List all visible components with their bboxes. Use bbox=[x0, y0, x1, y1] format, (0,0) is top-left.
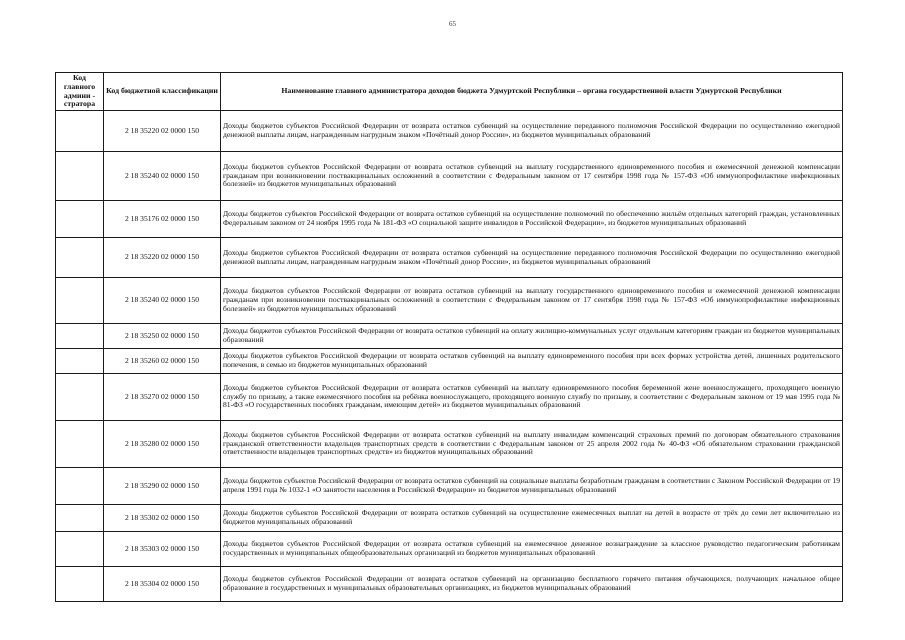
table-row bbox=[56, 238, 843, 278]
budget-code-cell: 2 18 35302 02 0000 150 bbox=[104, 505, 221, 532]
budget-code-cell: 2 18 35303 02 0000 150 bbox=[104, 532, 221, 567]
budget-code-cell: 2 18 35240 02 0000 150 bbox=[104, 278, 221, 324]
admin-code-cell bbox=[56, 238, 104, 278]
budget-code-cell: 2 18 35260 02 0000 150 bbox=[104, 349, 221, 374]
table-row bbox=[56, 201, 843, 238]
revenue-name-cell: Доходы бюджетов субъектов Российской Федерации от возврата остатков субвенций на социальные выплаты безработным гражданам в соответствии с Законом Российской Федерации от 19 апреля 1991 года № 1032-1 «О занятости населения в Российской Федерации» из бюджетов муниципальных образований bbox=[221, 468, 843, 505]
revenue-name-cell: Доходы бюджетов субъектов Российской Федерации от возврата остатков субвенций на выплату единовременного пособия беременной жене военнослужащего, проходящего военную службу по призыву, а также ежемесячного пособия на ребёнка военнослужащего, проходящего военную службу по призыву, в соответствии с Федеральным законом от 19 мая 1995 года № 81-ФЗ «О государственных пособиях гражданам, имеющим детей» из бюджетов муниципальных образований bbox=[221, 374, 843, 421]
revenue-name-cell: Доходы бюджетов субъектов Российской Федерации от возврата остатков субвенций на организацию бесплатного горячего питания обучающихся, получающих начальное общее образование в государственных и муниципальных образовательных организациях, из бюджетов муниципальных образований bbox=[221, 567, 843, 602]
header-budget-code: Код бюджетной классификации bbox=[104, 73, 221, 111]
page-number: 65 bbox=[449, 20, 456, 28]
revenue-name-cell: Доходы бюджетов субъектов Российской Федерации от возврата остатков субвенций на выплату государственного единовременного пособия и ежемесячной денежной компенсации гражданам при возникновении поствакцинальных осложнений в соответствии с Федеральным законом от 17 сентября 1998 года № 157-ФЗ «Об иммунопрофилактике инфекционных болезней» из бюджетов муниципальных образований bbox=[221, 278, 843, 324]
budget-code-cell: 2 18 35280 02 0000 150 bbox=[104, 421, 221, 468]
revenue-name-cell: Доходы бюджетов субъектов Российской Федерации от возврата остатков субвенций на ежемесячное денежное вознаграждение за классное руководство педагогическим работникам государственных и муниципальных общеобразовательных организаций из бюджетов муниципальных образований bbox=[221, 532, 843, 567]
budget-code-cell: 2 18 35270 02 0000 150 bbox=[104, 374, 221, 421]
revenue-name-cell: Доходы бюджетов субъектов Российской Федерации от возврата остатков субвенций на оплату жилищно-коммунальных услуг отдельным категориям граждан из бюджетов муниципальных образований bbox=[221, 324, 843, 349]
table-row bbox=[56, 505, 843, 532]
table-row bbox=[56, 349, 843, 374]
admin-code-cell bbox=[56, 152, 104, 201]
revenue-name-cell: Доходы бюджетов субъектов Российской Федерации от возврата остатков субвенций на осуществление полномочий по обеспечению жильём отдельных категорий граждан, установленных Федеральным законом от 24 ноября 1995 года № 181-ФЗ «О социальной защите инвалидов в Российской Федерации», из бюджетов муниципальных образований bbox=[221, 201, 843, 238]
table-row bbox=[56, 111, 843, 152]
header-admin-name: Наименование главного администратора доходов бюджета Удмуртской Республики – органа государственной власти Удмуртской Республики bbox=[221, 73, 843, 111]
budget-code-cell: 2 18 35220 02 0000 150 bbox=[104, 111, 221, 152]
table-row bbox=[56, 374, 843, 421]
admin-code-cell bbox=[56, 278, 104, 324]
admin-code-cell bbox=[56, 111, 104, 152]
table-row bbox=[56, 324, 843, 349]
revenue-name-cell: Доходы бюджетов субъектов Российской Федерации от возврата остатков субвенций на осуществление переданного полномочия Российской Федерации по осуществлению ежегодной денежной выплаты лицам, награжденным нагрудным знаком «Почётный донор России», из бюджетов муниципальных образований bbox=[221, 111, 843, 152]
budget-code-cell: 2 18 35220 02 0000 150 bbox=[104, 238, 221, 278]
table-row bbox=[56, 278, 843, 324]
table-row bbox=[56, 567, 843, 602]
revenue-codes-table bbox=[55, 72, 843, 602]
revenue-name-cell: Доходы бюджетов субъектов Российской Федерации от возврата остатков субвенций на выплату инвалидам компенсаций страховых премий по договорам обязательного страхования гражданской ответственности владельцев транспортных средств в соответствии с Федеральным законом от 25 апреля 2002 года № 40-ФЗ «Об обязательном страховании гражданской ответственности владельцев транспортных средств» из бюджетов муниципальных образований bbox=[221, 421, 843, 468]
table-row bbox=[56, 421, 843, 468]
admin-code-cell bbox=[56, 505, 104, 532]
revenue-name-cell: Доходы бюджетов субъектов Российской Федерации от возврата остатков субвенций на осуществление переданного полномочия Российской Федерации по осуществлению ежегодной денежной выплаты лицам, награжденным нагрудным знаком «Почётный донор России», из бюджетов муниципальных образований bbox=[221, 238, 843, 278]
table-row bbox=[56, 468, 843, 505]
admin-code-cell bbox=[56, 468, 104, 505]
admin-code-cell bbox=[56, 421, 104, 468]
admin-code-cell bbox=[56, 201, 104, 238]
revenue-name-cell: Доходы бюджетов субъектов Российской Федерации от возврата остатков субвенций на выплату единовременного пособия при всех формах устройства детей, лишенных родительского попечения, в семью из бюджетов муниципальных образований bbox=[221, 349, 843, 374]
budget-code-cell: 2 18 35250 02 0000 150 bbox=[104, 324, 221, 349]
admin-code-cell bbox=[56, 567, 104, 602]
revenue-name-cell: Доходы бюджетов субъектов Российской Федерации от возврата остатков субвенций на выплату государственного единовременного пособия и ежемесячной денежной компенсации гражданам при возникновении поствакцинальных осложнений в соответствии с Федеральным законом от 17 сентября 1998 года № 157-ФЗ «Об иммунопрофилактике инфекционных болезней» из бюджетов муниципальных образований bbox=[221, 152, 843, 201]
budget-code-cell: 2 18 35290 02 0000 150 bbox=[104, 468, 221, 505]
budget-code-cell: 2 18 35304 02 0000 150 bbox=[104, 567, 221, 602]
revenue-name-cell: Доходы бюджетов субъектов Российской Федерации от возврата остатков субвенций на осуществление ежемесячных выплат на детей в возрасте от трёх до семи лет включительно из бюджетов муниципальных образований bbox=[221, 505, 843, 532]
admin-code-cell bbox=[56, 374, 104, 421]
budget-code-cell: 2 18 35240 02 0000 150 bbox=[104, 152, 221, 201]
header-admin-code: Код главного админи - стратора bbox=[56, 73, 104, 111]
admin-code-cell bbox=[56, 349, 104, 374]
table-header-row bbox=[56, 73, 843, 111]
budget-code-cell: 2 18 35176 02 0000 150 bbox=[104, 201, 221, 238]
table-row bbox=[56, 532, 843, 567]
table-row bbox=[56, 152, 843, 201]
admin-code-cell bbox=[56, 324, 104, 349]
admin-code-cell bbox=[56, 532, 104, 567]
